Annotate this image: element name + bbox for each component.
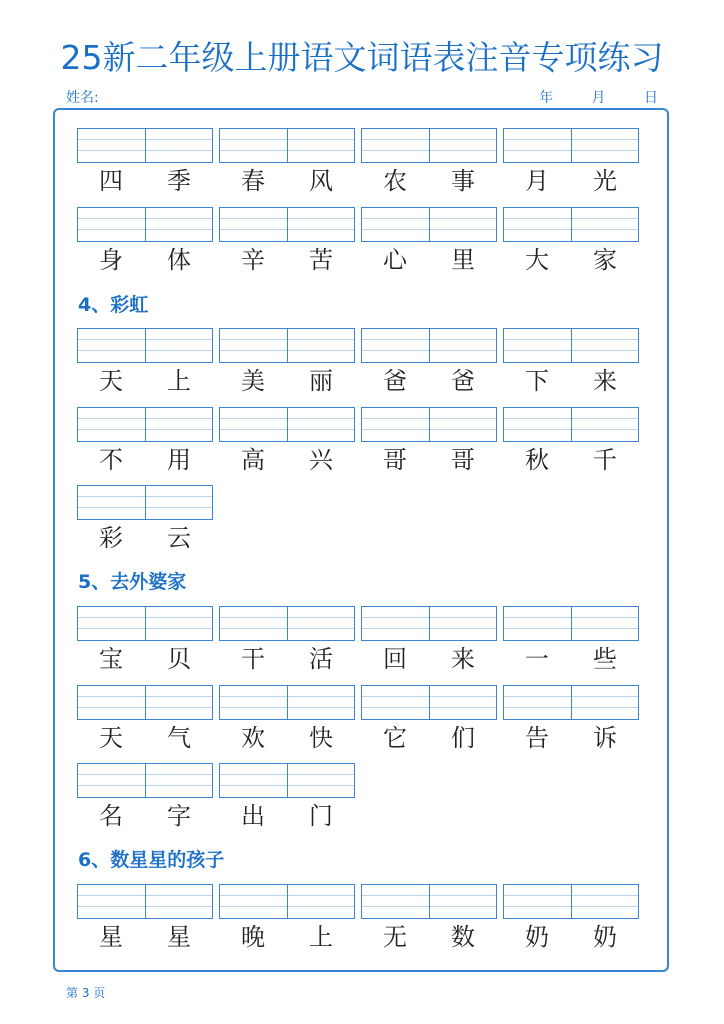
pinyin-writing-box[interactable] <box>219 606 355 641</box>
pinyin-cell[interactable] <box>78 885 145 918</box>
hanzi-character: 门 <box>309 802 333 830</box>
pinyin-writing-box[interactable] <box>77 485 213 520</box>
pinyin-cell[interactable] <box>504 329 571 362</box>
pinyin-writing-box[interactable] <box>361 207 497 242</box>
hanzi-character: 晚 <box>241 923 265 951</box>
pinyin-writing-box[interactable] <box>77 328 213 363</box>
word-row <box>77 763 647 833</box>
pinyin-writing-box[interactable] <box>503 407 639 442</box>
pinyin-cell[interactable] <box>287 607 355 640</box>
pinyin-cell[interactable] <box>571 208 639 241</box>
pinyin-cell[interactable] <box>78 329 145 362</box>
pinyin-writing-box[interactable] <box>219 207 355 242</box>
word-characters <box>503 920 639 954</box>
hanzi-character: 丽 <box>309 367 333 395</box>
word-characters <box>219 243 355 277</box>
pinyin-cell[interactable] <box>220 764 287 797</box>
hanzi-character: 身 <box>99 246 123 274</box>
hanzi-character: 秋 <box>525 446 549 474</box>
hanzi-character: 天 <box>99 724 123 752</box>
pinyin-cell[interactable] <box>145 129 213 162</box>
hanzi-character: 四 <box>99 167 123 195</box>
pinyin-cell[interactable] <box>362 885 429 918</box>
pinyin-writing-box[interactable] <box>503 207 639 242</box>
pinyin-writing-box[interactable] <box>219 763 355 798</box>
hanzi-character: 云 <box>167 524 191 552</box>
word-characters <box>219 364 355 398</box>
pinyin-writing-box[interactable] <box>361 685 497 720</box>
pinyin-cell[interactable] <box>429 329 497 362</box>
pinyin-cell[interactable] <box>504 686 571 719</box>
word-row <box>77 606 647 676</box>
pinyin-cell[interactable] <box>78 129 145 162</box>
hanzi-character: 哥 <box>383 446 407 474</box>
pinyin-cell[interactable] <box>78 686 145 719</box>
pinyin-writing-box[interactable] <box>503 328 639 363</box>
hanzi-character: 爸 <box>383 367 407 395</box>
pinyin-writing-box[interactable] <box>77 407 213 442</box>
hanzi-character: 字 <box>167 802 191 830</box>
word-characters <box>77 920 213 954</box>
hanzi-character: 用 <box>167 446 191 474</box>
pinyin-cell[interactable] <box>571 408 639 441</box>
hanzi-character: 兴 <box>309 446 333 474</box>
word-characters <box>219 642 355 676</box>
pinyin-writing-box[interactable] <box>77 606 213 641</box>
hanzi-character: 活 <box>309 645 333 673</box>
pinyin-cell[interactable] <box>220 129 287 162</box>
pinyin-cell[interactable] <box>220 208 287 241</box>
hanzi-character: 们 <box>451 724 475 752</box>
word-characters <box>77 164 213 198</box>
pinyin-cell[interactable] <box>78 408 145 441</box>
year-label: 年 <box>539 90 554 106</box>
pinyin-cell[interactable] <box>220 885 287 918</box>
word-characters <box>361 364 497 398</box>
hanzi-character: 星 <box>99 923 123 951</box>
pinyin-cell[interactable] <box>287 686 355 719</box>
month-label: 月 <box>591 90 606 106</box>
hanzi-character: 欢 <box>241 724 265 752</box>
pinyin-writing-box[interactable] <box>503 606 639 641</box>
word-characters <box>219 164 355 198</box>
pinyin-writing-box[interactable] <box>219 128 355 163</box>
hanzi-character: 体 <box>167 246 191 274</box>
hanzi-character: 奶 <box>593 923 617 951</box>
pinyin-cell[interactable] <box>362 408 429 441</box>
pinyin-writing-box[interactable] <box>219 884 355 919</box>
pinyin-cell[interactable] <box>78 607 145 640</box>
word-characters <box>361 642 497 676</box>
word-characters <box>503 243 639 277</box>
pinyin-cell[interactable] <box>145 486 213 519</box>
hanzi-character: 无 <box>383 923 407 951</box>
pinyin-writing-box[interactable] <box>361 328 497 363</box>
pinyin-cell[interactable] <box>362 329 429 362</box>
pinyin-writing-box[interactable] <box>361 407 497 442</box>
hanzi-character: 美 <box>241 367 265 395</box>
hanzi-character: 彩 <box>99 524 123 552</box>
hanzi-character: 光 <box>593 167 617 195</box>
hanzi-character: 月 <box>525 167 549 195</box>
pinyin-writing-box[interactable] <box>77 207 213 242</box>
pinyin-cell[interactable] <box>145 329 213 362</box>
hanzi-character: 心 <box>383 246 407 274</box>
pinyin-cell[interactable] <box>220 408 287 441</box>
word-characters <box>219 443 355 477</box>
hanzi-character: 春 <box>241 167 265 195</box>
pinyin-cell[interactable] <box>287 885 355 918</box>
pinyin-writing-box[interactable] <box>361 884 497 919</box>
pinyin-cell[interactable] <box>571 885 639 918</box>
pinyin-cell[interactable] <box>145 764 213 797</box>
hanzi-character: 宝 <box>99 645 123 673</box>
hanzi-character: 事 <box>451 167 475 195</box>
hanzi-character: 上 <box>167 367 191 395</box>
pinyin-writing-box[interactable] <box>361 606 497 641</box>
day-label: 日 <box>644 90 658 106</box>
word-characters <box>77 443 213 477</box>
pinyin-cell[interactable] <box>504 408 571 441</box>
pinyin-cell[interactable] <box>429 408 497 441</box>
pinyin-cell[interactable] <box>145 885 213 918</box>
hanzi-character: 风 <box>309 167 333 195</box>
pinyin-cell[interactable] <box>145 408 213 441</box>
hanzi-character: 辛 <box>241 246 265 274</box>
pinyin-cell[interactable] <box>429 607 497 640</box>
pinyin-cell[interactable] <box>504 885 571 918</box>
word-characters <box>219 721 355 755</box>
pinyin-writing-box[interactable] <box>219 328 355 363</box>
word-characters <box>503 642 639 676</box>
word-characters <box>361 243 497 277</box>
word-characters <box>77 721 213 755</box>
word-characters <box>503 721 639 755</box>
pinyin-cell[interactable] <box>287 129 355 162</box>
pinyin-cell[interactable] <box>429 129 497 162</box>
pinyin-cell[interactable] <box>78 764 145 797</box>
word-characters <box>503 443 639 477</box>
hanzi-character: 高 <box>241 446 265 474</box>
hanzi-character: 气 <box>167 724 191 752</box>
pinyin-cell[interactable] <box>145 686 213 719</box>
pinyin-writing-box[interactable] <box>77 884 213 919</box>
pinyin-cell[interactable] <box>504 607 571 640</box>
hanzi-character: 来 <box>451 645 475 673</box>
hanzi-character: 千 <box>593 446 617 474</box>
date-fields <box>505 87 658 107</box>
pinyin-cell[interactable] <box>571 129 639 162</box>
pinyin-cell[interactable] <box>220 607 287 640</box>
pinyin-cell[interactable] <box>287 408 355 441</box>
pinyin-cell[interactable] <box>362 607 429 640</box>
pinyin-writing-box[interactable] <box>219 407 355 442</box>
hanzi-character: 来 <box>593 367 617 395</box>
hanzi-character: 快 <box>309 724 333 752</box>
pinyin-writing-box[interactable] <box>503 884 639 919</box>
hanzi-character: 农 <box>383 167 407 195</box>
pinyin-cell[interactable] <box>429 885 497 918</box>
hanzi-character: 奶 <box>525 923 549 951</box>
hanzi-character: 下 <box>525 367 549 395</box>
pinyin-writing-box[interactable] <box>77 763 213 798</box>
hanzi-character: 它 <box>383 724 407 752</box>
hanzi-character: 季 <box>167 167 191 195</box>
pinyin-cell[interactable] <box>362 129 429 162</box>
hanzi-character: 些 <box>593 645 617 673</box>
pinyin-cell[interactable] <box>78 486 145 519</box>
section-title: 6、数星星的孩子 <box>78 849 225 871</box>
pinyin-cell[interactable] <box>504 208 571 241</box>
hanzi-character: 星 <box>167 923 191 951</box>
hanzi-character: 回 <box>383 645 407 673</box>
pinyin-writing-box[interactable] <box>361 128 497 163</box>
pinyin-cell[interactable] <box>571 329 639 362</box>
word-characters <box>77 799 213 833</box>
pinyin-writing-box[interactable] <box>77 128 213 163</box>
pinyin-cell[interactable] <box>78 208 145 241</box>
pinyin-cell[interactable] <box>145 208 213 241</box>
word-row <box>77 407 647 477</box>
pinyin-writing-box[interactable] <box>503 685 639 720</box>
pinyin-cell[interactable] <box>220 329 287 362</box>
word-characters <box>219 920 355 954</box>
hanzi-character: 贝 <box>167 645 191 673</box>
pinyin-cell[interactable] <box>287 329 355 362</box>
hanzi-character: 哥 <box>451 446 475 474</box>
hanzi-character: 告 <box>525 724 549 752</box>
page-number: 第 3 页 <box>66 986 106 1000</box>
word-characters <box>361 443 497 477</box>
pinyin-writing-box[interactable] <box>219 685 355 720</box>
hanzi-character: 上 <box>309 923 333 951</box>
pinyin-writing-box[interactable] <box>503 128 639 163</box>
pinyin-cell[interactable] <box>429 686 497 719</box>
word-row <box>77 128 647 198</box>
word-characters <box>219 799 355 833</box>
word-characters <box>361 920 497 954</box>
hanzi-character: 数 <box>451 923 475 951</box>
word-characters <box>77 243 213 277</box>
pinyin-cell[interactable] <box>571 686 639 719</box>
word-characters <box>361 164 497 198</box>
pinyin-cell[interactable] <box>504 129 571 162</box>
hanzi-character: 爸 <box>451 367 475 395</box>
word-row <box>77 884 647 954</box>
hanzi-character: 不 <box>99 446 123 474</box>
pinyin-cell[interactable] <box>287 764 355 797</box>
hanzi-character: 名 <box>99 802 123 830</box>
word-characters <box>77 642 213 676</box>
hanzi-character: 苦 <box>309 246 333 274</box>
hanzi-character: 干 <box>241 645 265 673</box>
pinyin-cell[interactable] <box>287 208 355 241</box>
pinyin-writing-box[interactable] <box>77 685 213 720</box>
hanzi-character: 大 <box>525 246 549 274</box>
hanzi-character: 一 <box>525 645 549 673</box>
pinyin-cell[interactable] <box>362 686 429 719</box>
pinyin-cell[interactable] <box>429 208 497 241</box>
word-characters <box>361 721 497 755</box>
hanzi-character: 天 <box>99 367 123 395</box>
section-title: 5、去外婆家 <box>78 571 187 593</box>
name-label: 姓名: <box>66 90 99 106</box>
word-characters <box>503 164 639 198</box>
word-row <box>77 685 647 755</box>
word-row <box>77 207 647 277</box>
pinyin-cell[interactable] <box>145 607 213 640</box>
section-title: 4、彩虹 <box>78 294 149 316</box>
page-title: 25新二年级上册语文词语表注音专项练习 <box>60 38 664 77</box>
pinyin-cell[interactable] <box>362 208 429 241</box>
word-characters <box>77 364 213 398</box>
hanzi-character: 诉 <box>593 724 617 752</box>
hanzi-character: 出 <box>241 802 265 830</box>
word-row <box>77 328 647 398</box>
hanzi-character: 家 <box>593 246 617 274</box>
word-characters <box>503 364 639 398</box>
pinyin-cell[interactable] <box>571 607 639 640</box>
word-row <box>77 485 647 555</box>
hanzi-character: 里 <box>451 246 475 274</box>
word-characters <box>77 521 213 555</box>
pinyin-cell[interactable] <box>220 686 287 719</box>
